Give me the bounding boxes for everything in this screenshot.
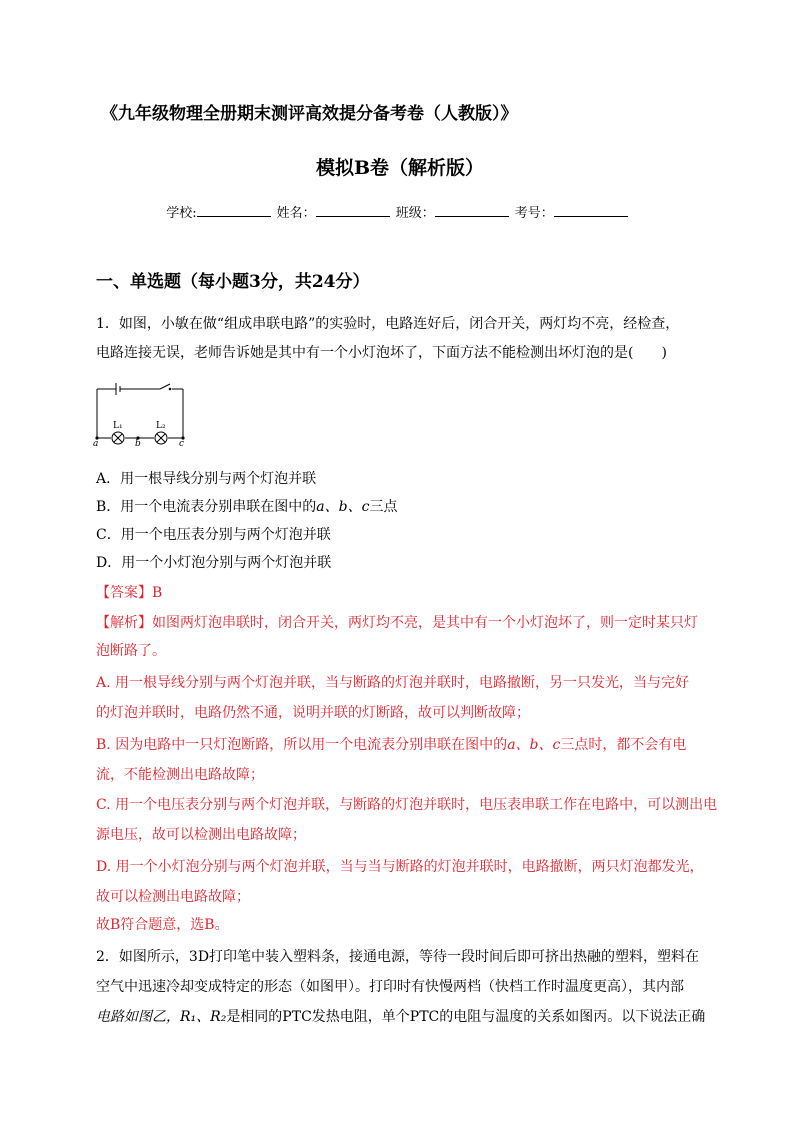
q1-option-c: C．用一个电压表分别与两个灯泡并联 [96, 527, 331, 543]
q1-analysis-conclusion: 故B符合题意，选B。 [96, 917, 229, 933]
q1-stem-line2: 电路连接无误，老师告诉她是其中有一个小灯泡坏了，下面方法不能检测出坏灯泡的是( ) [96, 345, 667, 361]
q1-analysis-line1: 【解析】如图两灯泡串联时，闭合开关，两灯均不亮，是其中有一个小灯泡坏了，则一定时某只灯 [96, 615, 698, 631]
document-title: 《九年级物理全册期末测评高效提分备考卷（人教版）》 [101, 104, 518, 124]
q1-analysis-b2: 流，不能检测出电路故障； [96, 767, 264, 783]
q1-analysis-c1: C. 用一个电压表分别与两个灯泡并联，与断路的灯泡并联时，电压表串联工作在电路中，可以测出电 [96, 797, 718, 813]
q1-option-a: A．用一根导线分别与两个灯泡并联 [96, 471, 317, 487]
q1-analysis-b1: B. 因为电路中一只灯泡断路，所以用一个电流表分别串联在图中的a、b、c三点时，都不会有电 [96, 737, 687, 753]
q1-stem-line1: 1．如图，小敏在做“组成串联电路”的实验时，电路连好后，闭合开关，两灯均不亮，经检查， [96, 316, 680, 332]
q2-stem-line1: 2．如图所示，3D打印笔中装入塑料条，接通电源，等待一段时间后即可挤出热融的塑料，塑料在 [96, 949, 700, 965]
name-blank [316, 204, 390, 217]
school-label: 学校: [166, 206, 197, 221]
switch-blade [160, 384, 170, 389]
q1-analysis-a2: 的灯泡并联时，电路仍然不通，说明并联的灯断路，故可以判断故障； [96, 705, 530, 721]
number-blank [554, 204, 628, 217]
class-blank [435, 204, 509, 217]
q1-circuit-figure [90, 376, 190, 446]
school-blank [197, 204, 271, 217]
section-heading: 一、单选题（每小题3分，共24分） [96, 272, 370, 292]
q2-stem-line2: 空气中迅速冷却变成特定的形态（如图甲）。打印时有快慢两档（快档工作时温度更高），其内部 [96, 979, 684, 995]
q1-analysis-d2: 故可以检测出电路故障； [96, 889, 250, 905]
q1-analysis-line2: 泡断路了。 [96, 643, 166, 659]
q1-option-d: D．用一个小灯泡分别与两个灯泡并联 [96, 555, 332, 571]
q1-analysis-a1: A. 用一根导线分别与两个灯泡并联，当与断路的灯泡并联时，电路撤断，另一只发光，当与完好 [96, 675, 690, 691]
label-c: c [179, 439, 185, 446]
q1-answer: 【答案】B [96, 585, 163, 601]
class-label: 班级： [395, 206, 435, 221]
label-a: a [93, 439, 99, 446]
label-l1: L₁ [113, 421, 123, 431]
q2-stem-line3: 电路如图乙，R₁、R₂是相同的PTC发热电阻，单个PTC的电阻与温度的关系如图丙。以下说法正确 [96, 1009, 706, 1025]
document-subtitle: 模拟B卷（解析版） [315, 157, 485, 179]
q1-analysis-d1: D. 用一个小灯泡分别与两个灯泡并联，当与当与断路的灯泡并联时，电路撤断，两只灯泡都发光， [96, 859, 704, 875]
label-l2: L₂ [156, 421, 166, 431]
q1-analysis-c2: 源电压，故可以检测出电路故障； [96, 827, 306, 843]
student-info-line [0, 204, 800, 224]
name-label: 姓名： [276, 206, 316, 221]
q1-option-b: B．用一个电流表分别串联在图中的a、b、c三点 [96, 499, 398, 515]
number-label: 考号： [514, 206, 554, 221]
label-b: b [135, 439, 141, 446]
